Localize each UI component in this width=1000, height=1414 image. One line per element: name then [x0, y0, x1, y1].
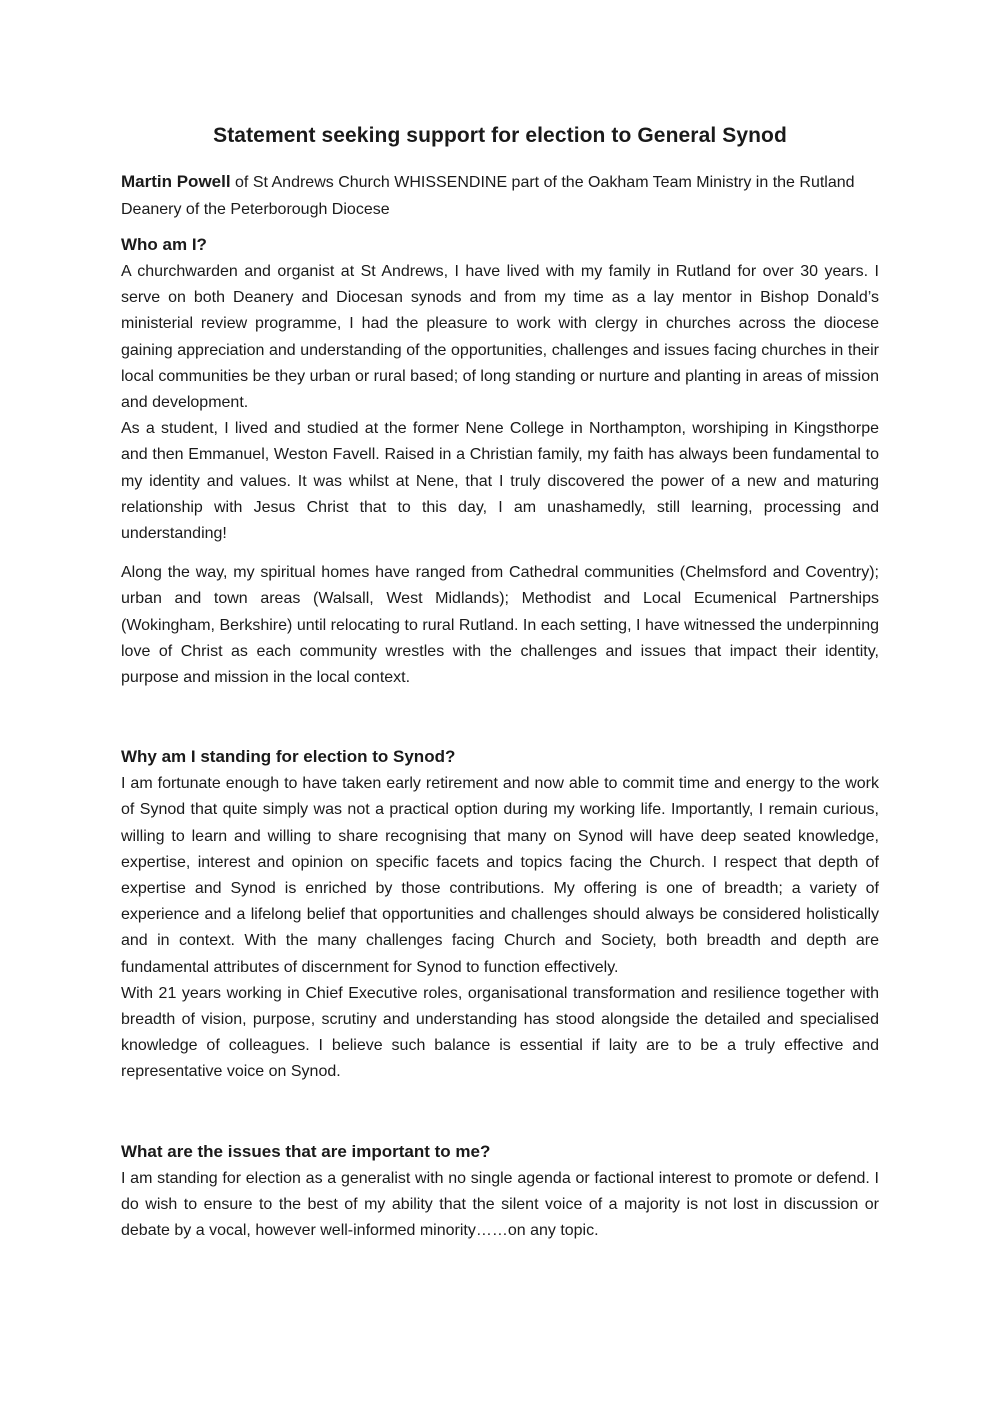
paragraph: A churchwarden and organist at St Andrews, I have lived with my family in Rutland for over 30 years. I serve on both Deanery and Diocesan synods and from my time as a lay mentor in Bishop Donald’s ministerial review programme, I had the pleasure to work with clergy in churches across the diocese gaining appreciation and understanding of the opportunities, challenges and issues facing churches in their local communities be they urban or rural based; of long standing or nurture and planting in areas of mission and development. [121, 263, 879, 412]
paragraph: I am standing for election as a generalist with no single agenda or factional interest to promote or defend. I do wish to ensure to the best of my ability that the silent voice of a majority is not lost in discussion or debate by a vocal, however well-informed minority……on any topic. [121, 1169, 879, 1240]
paragraph: I am fortunate enough to have taken early retirement and now able to commit time and energy to the work of Synod that quite simply was not a practical option during my working life. Importantly, I remain curious, willing to learn and willing to share recognising that many on Synod will have deep seated knowledge, expertise, interest and opinion on specific facets and topics facing the Church. I respect that depth of expertise and Synod is enriched by those contributions. My offering is one of breadth; a variety of experience and a lifelong belief that opportunities and challenges should always be considered holistically and in context. With the many challenges facing Church and Society, both breadth and depth are fundamental attributes of discernment for Synod to function effectively. [121, 775, 879, 976]
section-why-standing [121, 743, 879, 1085]
candidate-name: Martin Powell [121, 172, 231, 191]
section-heading: Who am I? [121, 235, 207, 254]
intro-statement [121, 168, 879, 223]
paragraph: With 21 years working in Chief Executive roles, organisational transformation and resilience together with breadth of vision, purpose, scrutiny and understanding has stood alongside the detailed and specialised knowledge of colleagues. I believe such balance is essential if laity are to be a truly effective and representative voice on Synod. [121, 984, 879, 1081]
spacer [121, 691, 879, 743]
section-heading: What are the issues that are important to me? [121, 1141, 491, 1161]
spacer [121, 1086, 879, 1138]
section-who-am-i [121, 231, 879, 691]
document-title: Statement seeking support for election to General Synod [213, 124, 787, 147]
section-important-issues [121, 1138, 879, 1245]
intro-text: of St Andrews Church WHISSENDINE part of the Oakham Team Ministry in the Rutland Deanery of the Peterborough Diocese [121, 174, 855, 218]
spacer [121, 547, 879, 560]
paragraph: As a student, I lived and studied at the former Nene College in Northampton, worshiping in Kingsthorpe and then Emmanuel, Weston Favell. Raised in a Christian family, my faith has always been fundamental to my identity and values. It was whilst at Nene, that I truly discovered the power of a new and maturing relationship with Jesus Christ that to this day, I am unashamedly, still learning, processing and understanding! [121, 420, 879, 543]
document-page [121, 122, 879, 1244]
paragraph: Along the way, my spiritual homes have ranged from Cathedral communities (Chelmsford and Coventry); urban and town areas (Walsall, West Midlands); Methodist and Local Ecumenical Partnerships (Wokingham, Berkshire) until relocating to rural Rutland. In each setting, I have witnessed the underpinning love of Christ as each community wrestles with the challenges and issues that impact their identity, purpose and mission in the local context. [121, 564, 879, 687]
section-heading: Why am I standing for election to Synod? [121, 747, 456, 767]
